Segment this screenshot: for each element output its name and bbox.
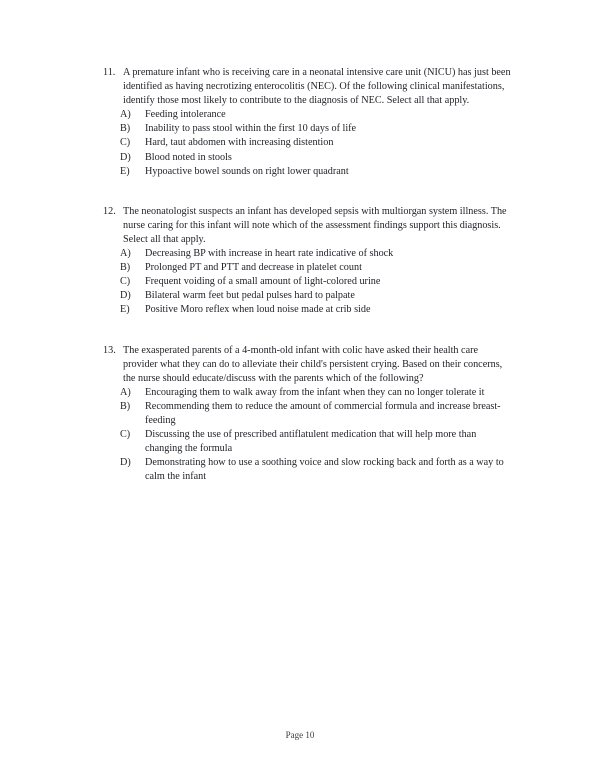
option-letter: B) [120, 400, 131, 412]
questions-container [103, 66, 515, 510]
question-stem [103, 205, 515, 247]
options-list [103, 386, 515, 485]
question-stem-text: A premature infant who is receiving care in a neonatal intensive care unit (NICU) has just been identified as having necrotizing enterocolitis (NEC). Of the following clinical manifestations, identify those most likely to contribute to the diagnosis of NEC. Select all that apply. [123, 67, 511, 107]
option-letter: C) [120, 137, 131, 149]
option-text: Inability to pass stool within the first 10 days of life [145, 123, 357, 135]
question-stem [103, 344, 515, 386]
page-footer: Page 10 [285, 730, 315, 740]
option-item[interactable] [120, 386, 515, 400]
option-text: Positive Moro reflex when loud noise made at crib side [145, 304, 371, 316]
option-item[interactable] [120, 261, 515, 275]
option-letter: D) [120, 151, 131, 163]
option-item[interactable] [120, 165, 515, 179]
question-number: 11. [103, 67, 116, 78]
option-item[interactable] [120, 108, 515, 122]
question-block [103, 344, 515, 485]
option-letter: B) [120, 123, 131, 135]
option-text: Hard, taut abdomen with increasing distention [145, 137, 334, 149]
option-text: Frequent voiding of a small amount of light-colored urine [145, 276, 381, 288]
question-block [103, 66, 515, 179]
option-text: Hypoactive bowel sounds on right lower quadrant [145, 165, 349, 177]
option-item[interactable] [120, 247, 515, 261]
option-letter: E) [120, 165, 130, 177]
question-number: 13. [103, 344, 116, 356]
option-letter: C) [120, 429, 131, 441]
option-item[interactable] [120, 400, 515, 428]
question-block [103, 205, 515, 318]
option-text: Prolonged PT and PTT and decrease in platelet count [145, 262, 362, 274]
question-number: 12. [103, 205, 116, 217]
option-letter: D) [120, 457, 131, 469]
option-item[interactable] [120, 303, 515, 317]
option-item[interactable] [120, 289, 515, 303]
question-stem [103, 66, 515, 108]
option-letter: E) [120, 304, 130, 316]
option-text: Bilateral warm feet but pedal pulses hard to palpate [145, 290, 355, 302]
option-item[interactable] [120, 456, 515, 484]
options-list [103, 247, 515, 317]
question-stem-text: The exasperated parents of a 4-month-old infant with colic have asked their health care provider what they can do to alleviate their child's persistent crying. Based on their concerns, the nurse should educate/discuss with the parents which of the following? [123, 344, 503, 384]
options-list [103, 108, 515, 178]
option-text: Demonstrating how to use a soothing voice and slow rocking back and forth as a way to calm the infant [145, 457, 504, 483]
option-letter: A) [120, 386, 131, 398]
option-letter: A) [120, 109, 131, 121]
option-item[interactable] [120, 275, 515, 289]
option-text: Recommending them to reduce the amount of commercial formula and increase breast-feeding [145, 400, 501, 426]
option-letter: B) [120, 262, 131, 274]
option-letter: A) [120, 248, 131, 260]
option-text: Discussing the use of prescribed antiflatulent medication that will help more than changing the formula [145, 429, 477, 455]
option-text: Feeding intolerance [145, 109, 226, 121]
option-text: Encouraging them to walk away from the infant when they can no longer tolerate it [145, 386, 485, 398]
option-item[interactable] [120, 136, 515, 150]
option-item[interactable] [120, 151, 515, 165]
option-text: Blood noted in stools [145, 151, 232, 163]
option-letter: C) [120, 276, 131, 288]
option-item[interactable] [120, 428, 515, 456]
question-stem-text: The neonatologist suspects an infant has developed sepsis with multiorgan system illness. The nurse caring for this infant will note which of the assessment findings support this diagnosis. Select all that apply. [123, 205, 507, 245]
option-letter: D) [120, 290, 131, 302]
option-text: Decreasing BP with increase in heart rate indicative of shock [145, 248, 394, 260]
option-item[interactable] [120, 122, 515, 136]
